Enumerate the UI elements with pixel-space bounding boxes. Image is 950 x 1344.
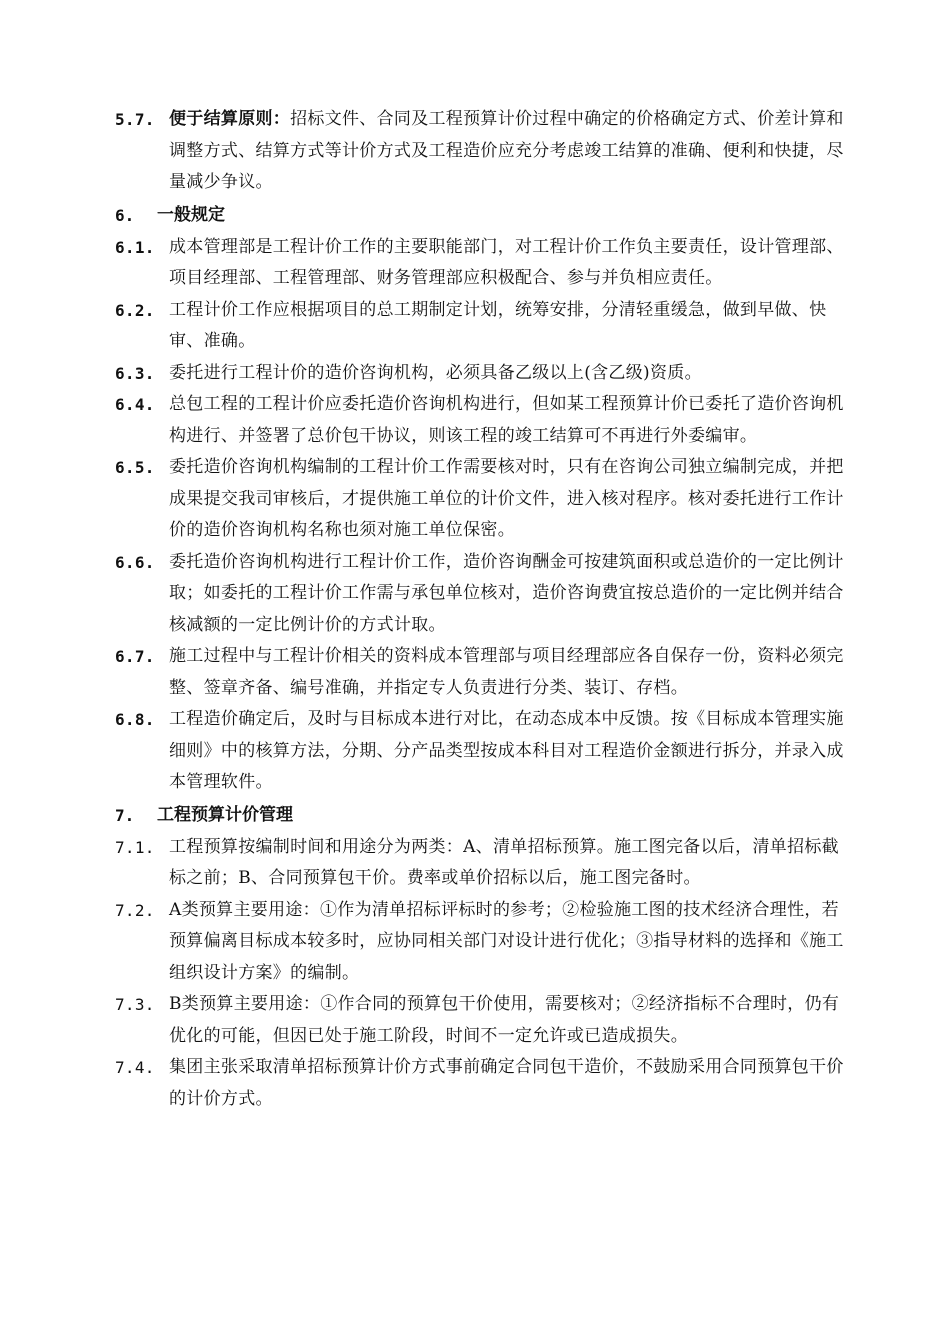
clause-text: 工程计价工作应根据项目的总工期制定计划，统筹安排，分清轻重缓急，做到早做、快审、准确。 xyxy=(169,299,827,351)
clause-number: 6.5. xyxy=(115,458,155,477)
clause-number: 6.6. xyxy=(115,552,155,572)
clause-text: 委托造价咨询机构编制的工程计价工作需要核对时，只有在咨询公司独立编制完成，并把成果提交我司审核后，才提供施工单位的计价文件，进入核对程序。核对委托进行工作计价的造价咨询机构名称也须对施工单位保密。 xyxy=(169,457,844,540)
clause-7-4 xyxy=(115,1052,845,1115)
clause-text: 工程预算按编制时间和用途分为两类：A、清单招标预算。施工图完备以后，清单招标截标之前；B、合同预算包干价。费率或单价招标以后，施工图完备时。 xyxy=(169,836,839,888)
clause-6-8 xyxy=(115,704,845,799)
section-heading-6 xyxy=(115,199,845,232)
clause-text: 成本管理部是工程计价工作的主要职能部门，对工程计价工作负主要责任，设计管理部、项目经理部、工程管理部、财务管理部应积极配合、参与并负相应责任。 xyxy=(169,236,844,288)
section-title: 工程预算计价管理 xyxy=(157,804,293,825)
clause-number: 6.7. xyxy=(115,647,155,666)
clause-number: 6.8. xyxy=(115,710,155,729)
clause-6-2 xyxy=(115,295,845,358)
section-number: 7. xyxy=(115,805,135,825)
clause-text: 施工过程中与工程计价相关的资料成本管理部与项目经理部应各自保存一份，资料必须完整、签章齐备、编号准确，并指定专人负责进行分类、装订、存档。 xyxy=(169,646,844,698)
clause-number: 7.2. xyxy=(115,900,155,920)
clause-number: 5.7. xyxy=(115,110,155,129)
clause-text: 工程造价确定后，及时与目标成本进行对比，在动态成本中反馈。按《目标成本管理实施细则》中的核算方法，分期、分产品类型按成本科目对工程造价金额进行拆分，并录入成本管理软件。 xyxy=(169,709,844,792)
clause-7-2 xyxy=(115,895,845,990)
clause-text: 总包工程的工程计价应委托造价咨询机构进行，但如某工程预算计价已委托了造价咨询机构进行、并签署了总价包干协议，则该工程的竣工结算可不再进行外委编审。 xyxy=(169,394,844,446)
clause-number: 7.1. xyxy=(115,837,155,857)
clause-number: 6.4. xyxy=(115,395,155,414)
clause-number: 7.4. xyxy=(115,1058,155,1077)
clause-number: 6.3. xyxy=(115,363,155,383)
clause-text: A类预算主要用途：①作为清单招标评标时的参考；②检验施工图的技术经济合理性，若预算偏离目标成本较多时，应协同相关部门对设计进行优化；③指导材料的选择和《施工组织设计方案》的编制。 xyxy=(169,899,844,983)
clause-text: 招标文件、合同及工程预算计价过程中确定的价格确定方式、价差计算和调整方式、结算方式等计价方式及工程造价应充分考虑竣工结算的准确、便利和快捷，尽量减少争议。 xyxy=(169,109,844,192)
clause-6-3 xyxy=(115,358,845,390)
clause-number: 6.1. xyxy=(115,237,155,257)
clause-lead: 便于结算原则： xyxy=(169,109,291,129)
clause-text: 委托进行工程计价的造价咨询机构，必须具备乙级以上(含乙级)资质。 xyxy=(169,362,702,383)
clause-7-3 xyxy=(115,989,845,1052)
clause-text: B类预算主要用途：①作合同的预算包干价使用，需要核对；②经济指标不合理时，仍有优化的可能，但因已处于施工阶段，时间不一定允许或已造成损失。 xyxy=(169,994,840,1046)
section-title: 一般规定 xyxy=(157,204,225,225)
clause-6-5 xyxy=(115,452,845,547)
clause-number: 6.2. xyxy=(115,300,155,320)
clause-text: 委托造价咨询机构进行工程计价工作，造价咨询酬金可按建筑面积或总造价的一定比例计取；如委托的工程计价工作需与承包单位核对，造价咨询费宜按总造价的一定比例并结合核减额的一定比例计价的方式计取。 xyxy=(169,551,844,635)
clause-6-7 xyxy=(115,641,845,704)
clause-text: 集团主张采取清单招标预算计价方式事前确定合同包干造价，不鼓励采用合同预算包干价的计价方式。 xyxy=(169,1057,844,1109)
clause-7-1 xyxy=(115,832,845,895)
section-number: 6. xyxy=(115,205,135,225)
clause-number: 7.3. xyxy=(115,995,155,1014)
clause-6-1 xyxy=(115,232,845,295)
clause-5-7 xyxy=(115,104,845,199)
clause-6-4 xyxy=(115,389,845,452)
clause-6-6 xyxy=(115,547,845,642)
section-heading-7 xyxy=(115,799,845,832)
document-body xyxy=(115,104,845,1115)
